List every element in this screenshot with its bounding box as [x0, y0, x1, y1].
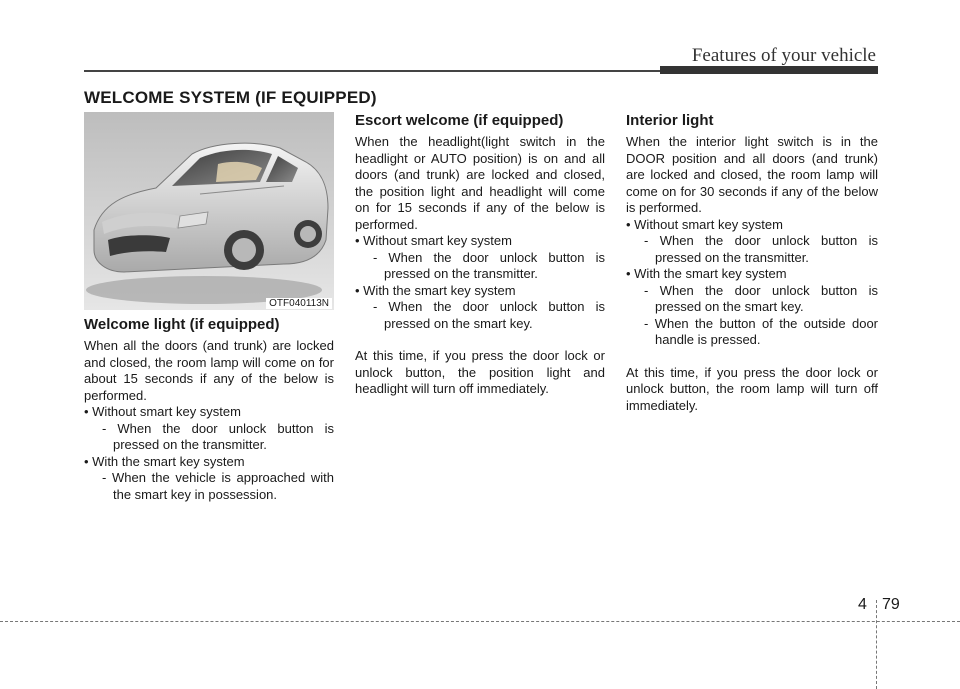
escort-welcome-outro: At this time, if you press the door lock or unlock button, the position light and headlight will turn off immediately. [355, 348, 605, 396]
escort-welcome-bullet-2-sub-1: - When the door unlock button is pressed on the smart key. [373, 299, 605, 331]
interior-light-bullet-1: • Without smart key system [626, 216, 783, 232]
footer-vertical-divider [876, 600, 877, 689]
header-rule [84, 70, 684, 72]
welcome-light-bullet-1: • Without smart key system [84, 404, 241, 419]
escort-welcome-bullet-1-sub-1: - When the door unlock button is pressed on the transmitter. [373, 249, 605, 281]
interior-light-outro: At this time, if you press the door lock or unlock button, the room lamp will turn off immediately. [626, 364, 878, 413]
car-image [84, 112, 334, 310]
section-title: WELCOME SYSTEM (IF EQUIPPED) [84, 88, 377, 107]
car-illustration [84, 112, 334, 310]
footer-divider [0, 621, 960, 622]
escort-welcome-intro: When the headlight(light switch in the headlight or AUTO position) is on and all doors (and trunk) are locked and closed, the position light and headlight will come on for 15 seconds if any of the below is performed. [355, 134, 605, 232]
column-escort-welcome [355, 112, 605, 398]
escort-welcome-bullet-1: • Without smart key system [355, 233, 512, 248]
heading-interior-light: Interior light [626, 112, 714, 129]
welcome-light-bullet-2-sub-1: - When the vehicle is approached with the smart key in possession. [102, 470, 334, 502]
interior-light-bullet-2: • With the smart key system [626, 266, 787, 281]
escort-welcome-bullet-2: • With the smart key system [355, 282, 516, 298]
welcome-light-intro: When all the doors (and trunk) are locked and closed, the room lamp will come on for about 15 seconds if any of the below is performed. [84, 338, 334, 403]
figure-code: OTF040113N [266, 298, 332, 309]
interior-light-intro: When the interior light switch is in the DOOR position and all doors (and trunk) are locked and closed, the room lamp will come on for 30 seconds if any of the below is performed. [626, 134, 878, 215]
page-number: 79 [882, 596, 900, 613]
welcome-light-bullet-1-sub-1: - When the door unlock button is pressed on the transmitter. [102, 420, 334, 452]
heading-welcome-light: Welcome light (if equipped) [84, 316, 280, 333]
page-header-title: Features of your vehicle [691, 45, 876, 66]
header-rule-accent [660, 66, 878, 74]
interior-light-bullet-1-sub-1: - When the door unlock button is pressed on the transmitter. [644, 233, 878, 265]
heading-escort-welcome: Escort welcome (if equipped) [355, 112, 564, 129]
column-welcome-light [84, 112, 334, 503]
page-chapter-number: 4 [858, 596, 867, 613]
interior-light-bullet-2-sub-2: - When the button of the outside door handle is pressed. [644, 315, 878, 347]
welcome-light-bullet-2: • With the smart key system [84, 453, 245, 469]
interior-light-bullet-2-sub-1: - When the door unlock button is pressed on the smart key. [644, 282, 878, 314]
column-interior-light [626, 112, 878, 414]
